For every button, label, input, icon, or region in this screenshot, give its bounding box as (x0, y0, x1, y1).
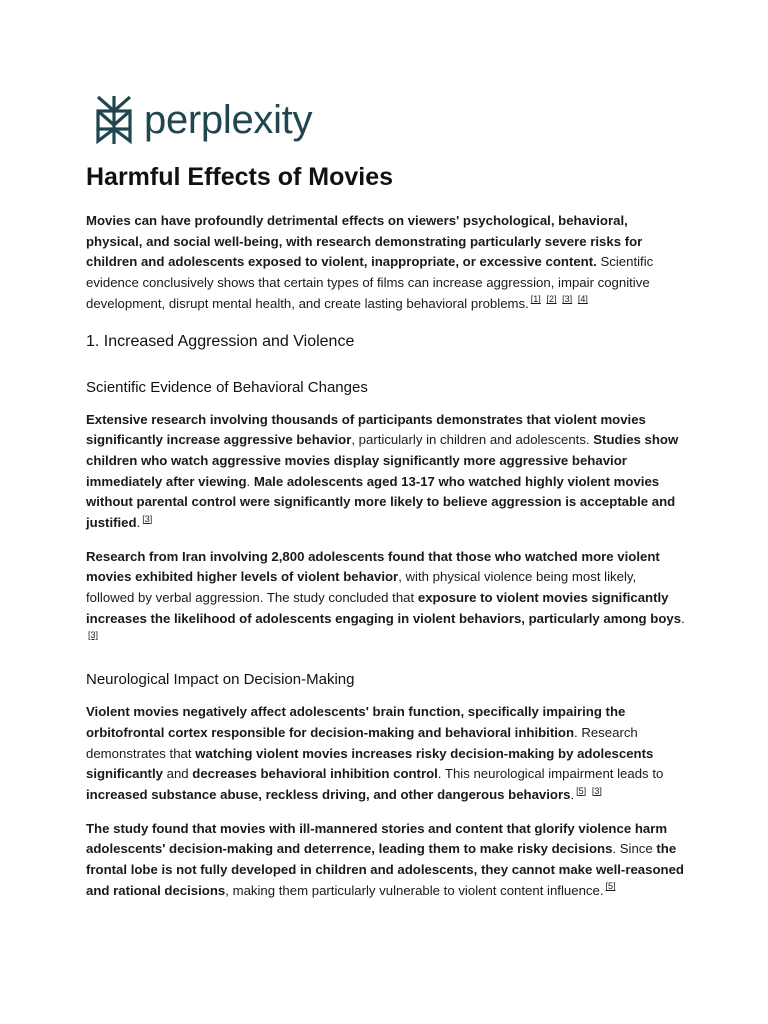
text: . (246, 473, 254, 489)
section-heading: 1. Increased Aggression and Violence (86, 332, 355, 350)
text: and (162, 766, 193, 782)
text: . Since (612, 841, 657, 857)
subsection-heading: Neurological Impact on Decision-Making (86, 671, 355, 689)
citation-link[interactable]: [3] (88, 630, 99, 641)
page-title: Harmful Effects of Movies (86, 163, 394, 191)
citation-link[interactable]: [2] (546, 294, 557, 305)
citation-link[interactable]: [3] (562, 294, 573, 305)
citation-link[interactable]: [3] (591, 785, 602, 796)
paragraph (86, 702, 686, 806)
bold-text: exposure to violent movies significantly increases the likelihood of adolescents engaging in violent behaviors, particularly among boys (86, 590, 682, 626)
intro-bold: Movies can have profoundly detrimental effects on viewers' psychological, behavioral, physical, and social well-being, with research demonstrating particularly severe risks for children and adolescents exposed to violent, inappropriate, or excessive content. (86, 213, 643, 270)
citation-link[interactable]: [5] (576, 785, 587, 796)
intro-paragraph (86, 211, 686, 315)
citation-link[interactable]: [3] (142, 513, 153, 524)
citation-link[interactable]: [5] (605, 881, 616, 892)
bold-text: watching violent movies increases risky decision-making by adolescents significantly (86, 745, 654, 782)
bold-text: decreases behavioral inhibition control (192, 766, 438, 782)
paragraph (86, 410, 686, 534)
subsection-heading: Scientific Evidence of Behavioral Changes (86, 378, 368, 396)
text: . (136, 515, 141, 531)
text: , particularly in children and adolescents. (351, 432, 594, 448)
paragraph (86, 819, 686, 902)
paragraph (86, 547, 686, 651)
perplexity-logo-icon (93, 94, 135, 146)
bold-text: Research from Iran involving 2,800 adolescents found that those who watched more violent movies exhibited higher levels of violent behavior (86, 548, 660, 585)
bold-text: Extensive research involving thousands of participants demonstrates that violent movies significantly increase aggressive behavior (86, 411, 646, 448)
bold-text: Male adolescents aged 13-17 who watched highly violent movies without parental control were significantly more likely to believe aggression is acceptable and justified (86, 473, 676, 531)
text: . Research demonstrates that (86, 724, 638, 761)
text: . (570, 787, 575, 803)
intro-text: Scientific evidence conclusively shows that certain types of films can increase aggression, impair cognitive development, disrupt mental health, and create lasting behavioral problems. (86, 254, 654, 311)
text: . This neurological impairment leads to (437, 766, 664, 782)
bold-text: The study found that movies with ill-mannered stories and content that glorify violence harm adolescents' decision-making and deterrence, leading them to make risky decisions (86, 820, 668, 857)
bold-text: Studies show children who watch aggressive movies display significantly more aggressive behavior immediately after viewing (86, 432, 679, 489)
perplexity-logo (93, 94, 312, 146)
text: , with physical violence being most likely, followed by verbal aggression. The study concluded that (86, 569, 637, 606)
text: , making them particularly vulnerable to violent content influence. (225, 882, 604, 898)
bold-text: increased substance abuse, reckless driving, and other dangerous behaviors (86, 787, 571, 803)
bold-text: Violent movies negatively affect adolescents' brain function, specifically impairing the orbitofrontal cortex responsible for decision-making and behavioral inhibition (86, 704, 626, 740)
article-body (86, 160, 686, 915)
citation-link[interactable]: [4] (577, 294, 588, 305)
logo-wordmark: perplexity (144, 98, 313, 142)
citation-link[interactable]: [1] (530, 294, 541, 305)
text: . (681, 610, 685, 626)
bold-text: the frontal lobe is not fully developed in children and adolescents, they cannot make well-reasoned and rational decisions (86, 841, 684, 898)
